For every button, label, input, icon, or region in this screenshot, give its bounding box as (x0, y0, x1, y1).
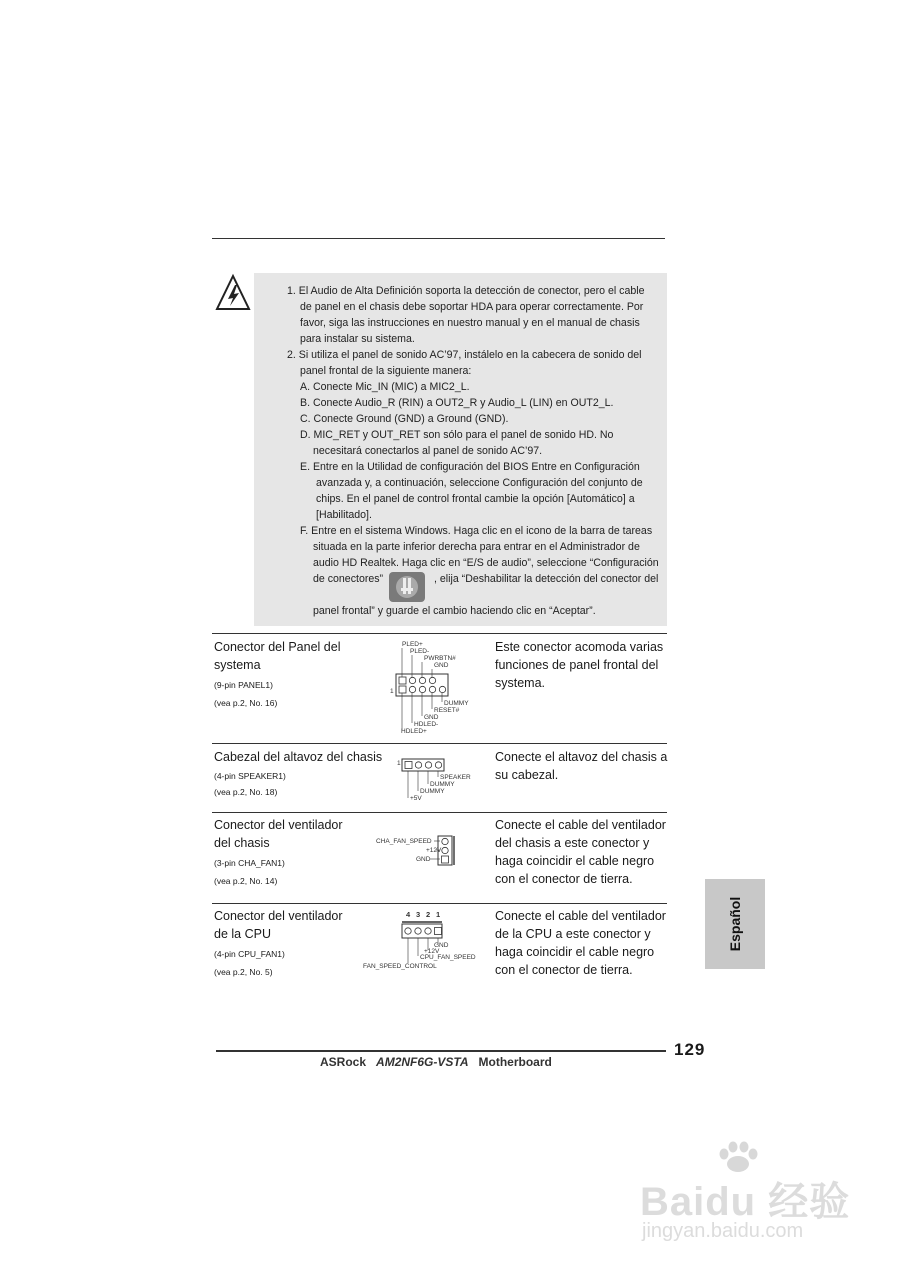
note-line: D. MIC_RET y OUT_RET son sólo para el panel de sonido HD. No (300, 429, 614, 441)
connector-desc: funciones de panel frontal del (495, 658, 659, 672)
connector-desc: del chasis a este conector y (495, 836, 650, 850)
page-number: 129 (674, 1040, 706, 1059)
watermark-url: jingyan.baidu.com (642, 1220, 804, 1242)
paw-icon (716, 1140, 760, 1174)
note-line: para instalar su sistema. (300, 333, 415, 345)
footer-brand: ASRock (320, 1055, 367, 1069)
note-line: avanzada y, a continuación, seleccione Configuración del conjunto de (316, 477, 643, 489)
pin-label: DUMMY (420, 788, 445, 795)
row-divider (212, 633, 667, 634)
note-line: F. Entre en el sistema Windows. Haga clic en el icono de la barra de tareas (300, 525, 653, 537)
pin-label: RESET# (434, 707, 460, 714)
row-divider (212, 903, 667, 904)
connector-title: Conector del ventilador (214, 909, 343, 923)
connector-desc: haga coincidir el cable negro (495, 945, 655, 959)
pin-label: SPEAKER (440, 774, 471, 781)
note-line: audio HD Realtek. Haga clic en “E/S de audio”, seleccione “Configuración (313, 557, 659, 569)
pin-label: FAN_SPEED_CONTROL (363, 963, 437, 970)
connector-desc: Conecte el altavoz del chasis a (495, 750, 668, 764)
panel-header-diagram (388, 638, 478, 738)
pin-label: +12V (426, 847, 442, 854)
pin-label: PWRBTN# (424, 655, 456, 662)
footer-suffix: Motherboard (478, 1055, 552, 1069)
connector-desc: Conecte el cable del ventilador (495, 909, 666, 923)
connector-ref: (vea p.2, No. 5) (214, 967, 273, 977)
watermark (640, 1140, 850, 1250)
note-line: 1. El Audio de Alta Definición soporta la detección de conector, pero el cable (287, 285, 645, 297)
connector-ref: (vea p.2, No. 14) (214, 876, 278, 886)
connector-title: del chasis (214, 836, 270, 850)
top-rule (212, 238, 665, 239)
pin-label: HDLED- (414, 721, 439, 728)
pin-label: GND (434, 942, 449, 949)
connector-title: de la CPU (214, 927, 271, 941)
connector-desc: Este conector acomoda varias (495, 640, 664, 654)
connector-pin: (4-pin SPEAKER1) (214, 771, 286, 781)
connector-desc: de la CPU a este conector y (495, 927, 651, 941)
note-line: A. Conecte Mic_IN (MIC) a MIC2_L. (300, 381, 470, 393)
pin-label: CHA_FAN_SPEED (376, 838, 432, 845)
warning-icon (214, 273, 252, 313)
note-line: de panel en el chasis debe soportar HDA para operar correctamente. Por (300, 301, 644, 313)
chassis-fan-diagram (374, 834, 464, 868)
note-line: , elija “Deshabilitar la detección del conector del (434, 573, 659, 585)
footer-model: AM2NF6G-VSTA (376, 1055, 469, 1069)
watermark-brand: Baidu 经验 (640, 1180, 851, 1224)
note-line: C. Conecte Ground (GND) a Ground (GND). (300, 413, 509, 425)
connector-title: Conector del Panel del (214, 640, 341, 654)
pin-label: +5V (410, 795, 422, 802)
connector-pin: (4-pin CPU_FAN1) (214, 949, 285, 959)
note-line: B. Conecte Audio_R (RIN) a OUT2_R y Audio_L (LIN) en OUT2_L. (300, 397, 614, 409)
connector-title: systema (214, 658, 261, 672)
connector-ref: (vea p.2, No. 16) (214, 698, 278, 708)
pin-label: DUMMY (430, 781, 455, 788)
connector-ref: (vea p.2, No. 18) (214, 787, 278, 797)
pin-label: 2 (426, 910, 431, 919)
pin-label: 1 (390, 688, 394, 695)
connector-title: Cabezal del altavoz del chasis (214, 750, 383, 764)
row-divider (212, 743, 667, 744)
connector-desc: con el conector de tierra. (495, 963, 633, 977)
connector-title: Conector del ventilador (214, 818, 343, 832)
connector-desc: systema. (495, 676, 546, 690)
speaker-header-diagram (396, 755, 476, 805)
note-line: necesitará conectarlos al panel de sonido AC’97. (313, 445, 543, 457)
note-line: panel frontal” y guarde el cambio haciendo clic en “Aceptar”. (313, 605, 596, 617)
connector-pin: (3-pin CHA_FAN1) (214, 858, 285, 868)
pin-label: 1 (397, 760, 401, 767)
note-line: situada en la parte inferior derecha para entrar en el Administrador de (313, 541, 640, 553)
pin-label: 4 (406, 910, 411, 919)
connector-desc: Conecte el cable del ventilador (495, 818, 666, 832)
pin-label: PLED+ (402, 641, 423, 648)
footer-text (320, 1055, 552, 1069)
connector-pin: (9-pin PANEL1) (214, 680, 273, 690)
note-line: chips. En el panel de control frontal cambie la opción [Automático] a (316, 493, 635, 505)
note-line: E. Entre en la Utilidad de configuración del BIOS Entre en Configuración (300, 461, 640, 473)
pin-label: GND (434, 662, 449, 669)
pin-label: CPU_FAN_SPEED (420, 954, 476, 961)
pin-label: 3 (416, 910, 421, 919)
note-line: favor, siga las instrucciones en nuestro manual y en el manual de chasis (300, 317, 640, 329)
footer-rule (216, 1050, 666, 1052)
pin-label: PLED- (410, 648, 430, 655)
row-divider (212, 812, 667, 813)
pin-label: +12V (424, 948, 440, 955)
pin-label: DUMMY (444, 700, 469, 707)
note-line: 2. Si utiliza el panel de sonido AC’97, instálelo en la cabecera de sonido del (287, 349, 642, 361)
connector-desc: su cabezal. (495, 768, 559, 782)
cpu-fan-diagram (360, 908, 476, 972)
pin-label: 1 (436, 910, 441, 919)
audio-manager-icon (388, 571, 426, 603)
language-tab-label: Español (727, 896, 743, 952)
language-tab (705, 879, 765, 969)
pin-label: GND (424, 714, 439, 721)
connector-desc: haga coincidir el cable negro (495, 854, 655, 868)
connector-desc: con el conector de tierra. (495, 872, 633, 886)
note-line: panel frontal de la siguiente manera: (300, 365, 472, 377)
note-line: de conectores” (313, 573, 384, 585)
note-line: [Habilitado]. (316, 509, 372, 521)
pin-label: HDLED+ (401, 728, 427, 735)
pin-label: GND (416, 856, 431, 863)
